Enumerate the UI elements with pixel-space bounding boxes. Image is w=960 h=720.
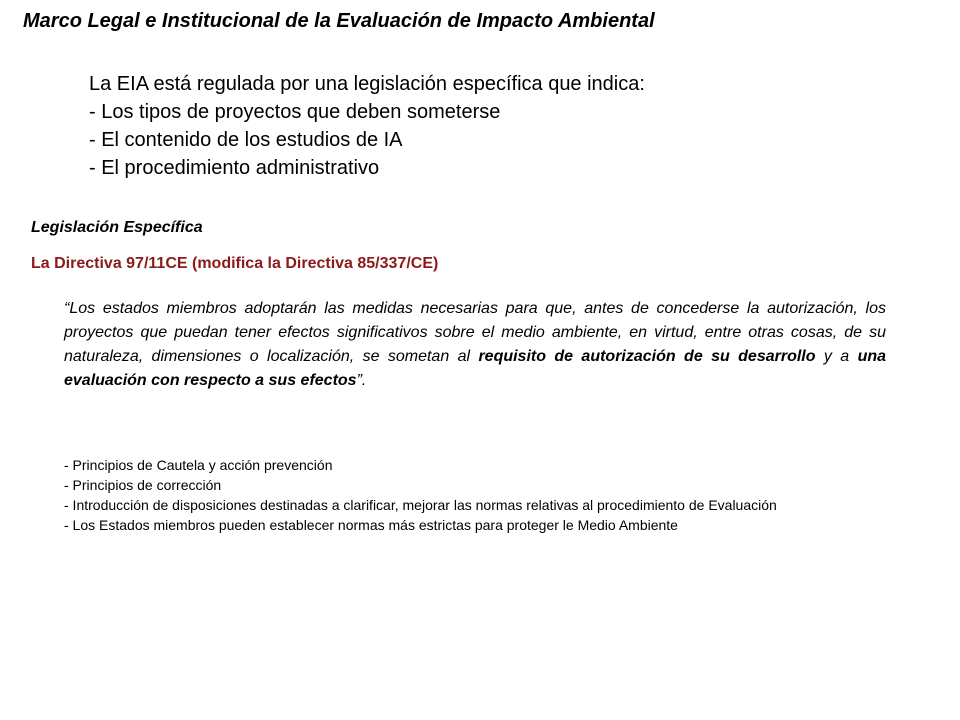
principles-list [64, 455, 904, 535]
quote-bold-evaluation: una evaluación con respecto a sus efectos [64, 348, 887, 389]
intro-item-procedure: - El procedimiento administrativo [89, 157, 380, 179]
principle-caution: - Principios de Cautela y acción prevención [64, 457, 333, 473]
intro-item-study-content: - El contenido de los estudios de IA [89, 129, 403, 151]
slide-title: Marco Legal e Institucional de la Evaluación de Impacto Ambiental [23, 10, 655, 32]
principle-clarification: - Introducción de disposiciones destinadas a clarificar, mejorar las normas relativas al procedimiento de Evaluación [64, 497, 777, 513]
quote-bold-authorization: requisito de autorización de su desarrollo [478, 348, 816, 365]
principle-correction: - Principios de corrección [64, 477, 222, 493]
directive-title: La Directiva 97/11CE (modifica la Directiva 85/337/CE) [31, 255, 439, 272]
quote-text-2: y a [815, 348, 858, 365]
quote-text-1: “Los estados miembros adoptarán las medidas necesarias para que, antes de concederse la autorización, los proyectos que puedan tener efectos significativos sobre el medio ambiente, en virtud, entre otras cosas, de su naturaleza, dimensiones o localización, se sometan al [64, 300, 886, 365]
directive-quote [64, 297, 886, 393]
legislation-heading: Legislación Específica [31, 219, 203, 236]
intro-block [89, 70, 645, 182]
intro-item-project-types: - Los tipos de proyectos que deben someterse [89, 101, 501, 123]
intro-lead: La EIA está regulada por una legislación específica que indica: [89, 73, 645, 95]
principle-stricter-norms: - Los Estados miembros pueden establecer normas más estrictas para proteger le Medio Ambiente [64, 517, 678, 533]
quote-text-3: ”. [356, 372, 367, 389]
